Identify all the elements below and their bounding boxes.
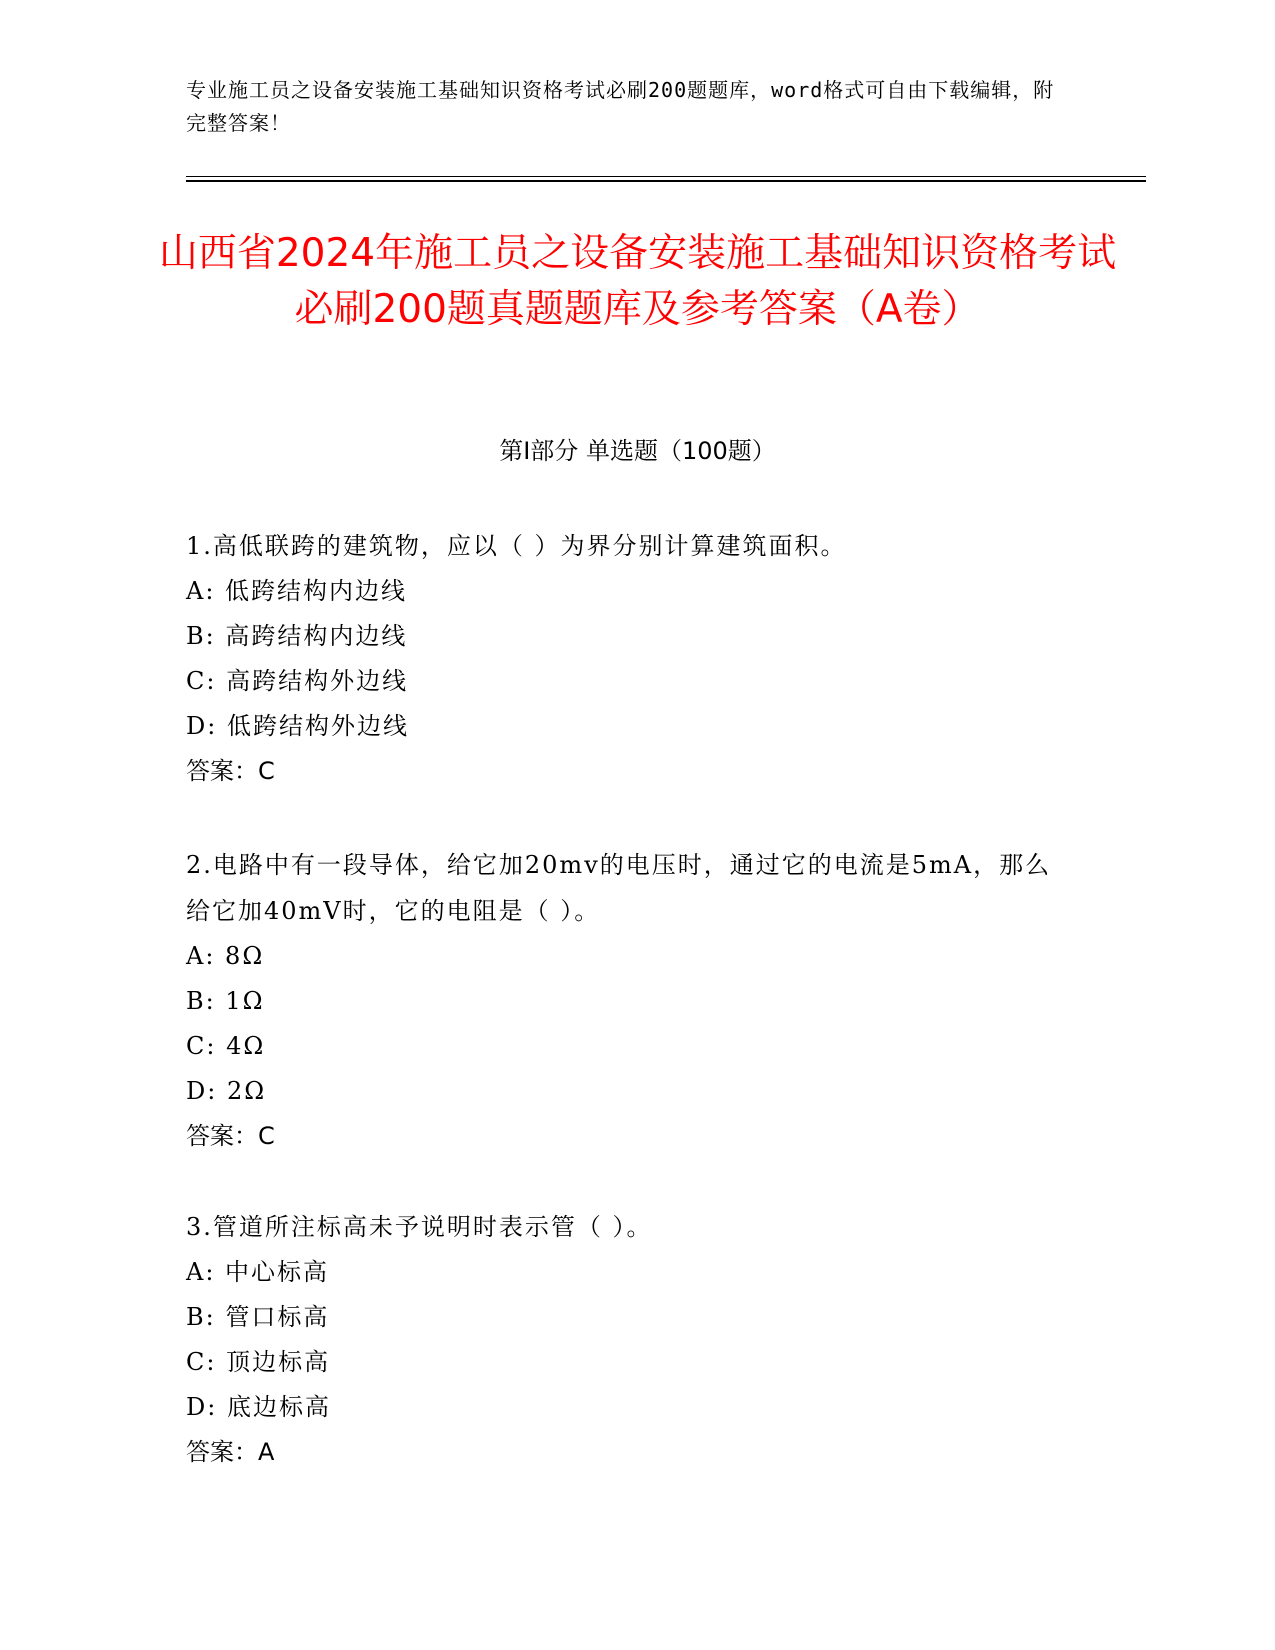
option-b: B: 1Ω: [186, 987, 265, 1015]
page-title: 山西省2024年施工员之设备安装施工基础知识资格考试必刷200题真题题库及参考答案（A卷）: [158, 231, 1117, 332]
section-heading: 第Ⅰ部分 单选题（100题）: [499, 437, 776, 465]
option-b: B: 高跨结构内边线: [186, 622, 408, 650]
option-b: B: 管口标高: [186, 1303, 330, 1331]
option-d: D: 底边标高: [186, 1393, 331, 1421]
option-a: A: 中心标高: [186, 1258, 330, 1286]
option-c: C: 顶边标高: [186, 1348, 331, 1376]
question-1: [186, 523, 1066, 794]
header-divider-thick: [186, 180, 1146, 182]
question-stem: 3.管道所注标高未予说明时表示管（ ）。: [186, 1213, 653, 1241]
option-c: C: 高跨结构外边线: [186, 667, 409, 695]
header-note: 专业施工员之设备安装施工基础知识资格考试必刷200题题库，word格式可自由下载编辑，附完整答案！: [186, 78, 1055, 135]
question-stem: 1.高低联跨的建筑物，应以（ ）为界分别计算建筑面积。: [186, 532, 847, 560]
question-stem: 2.电路中有一段导体，给它加20mv的电压时，通过它的电流是5mA，那么给它加40mV时，它的电阻是（ ）。: [186, 851, 1052, 925]
option-a: A: 8Ω: [186, 942, 265, 970]
header-divider-thin: [186, 176, 1146, 177]
question-2: [186, 842, 1066, 1159]
option-d: D: 低跨结构外边线: [186, 712, 409, 740]
option-c: C: 4Ω: [186, 1032, 266, 1060]
question-3: [186, 1204, 1066, 1475]
option-d: D: 2Ω: [186, 1077, 267, 1105]
answer-text: 答案：C: [186, 1122, 275, 1150]
answer-text: 答案：C: [186, 757, 275, 785]
option-a: A: 低跨结构内边线: [186, 577, 408, 605]
answer-text: 答案：A: [186, 1438, 275, 1466]
